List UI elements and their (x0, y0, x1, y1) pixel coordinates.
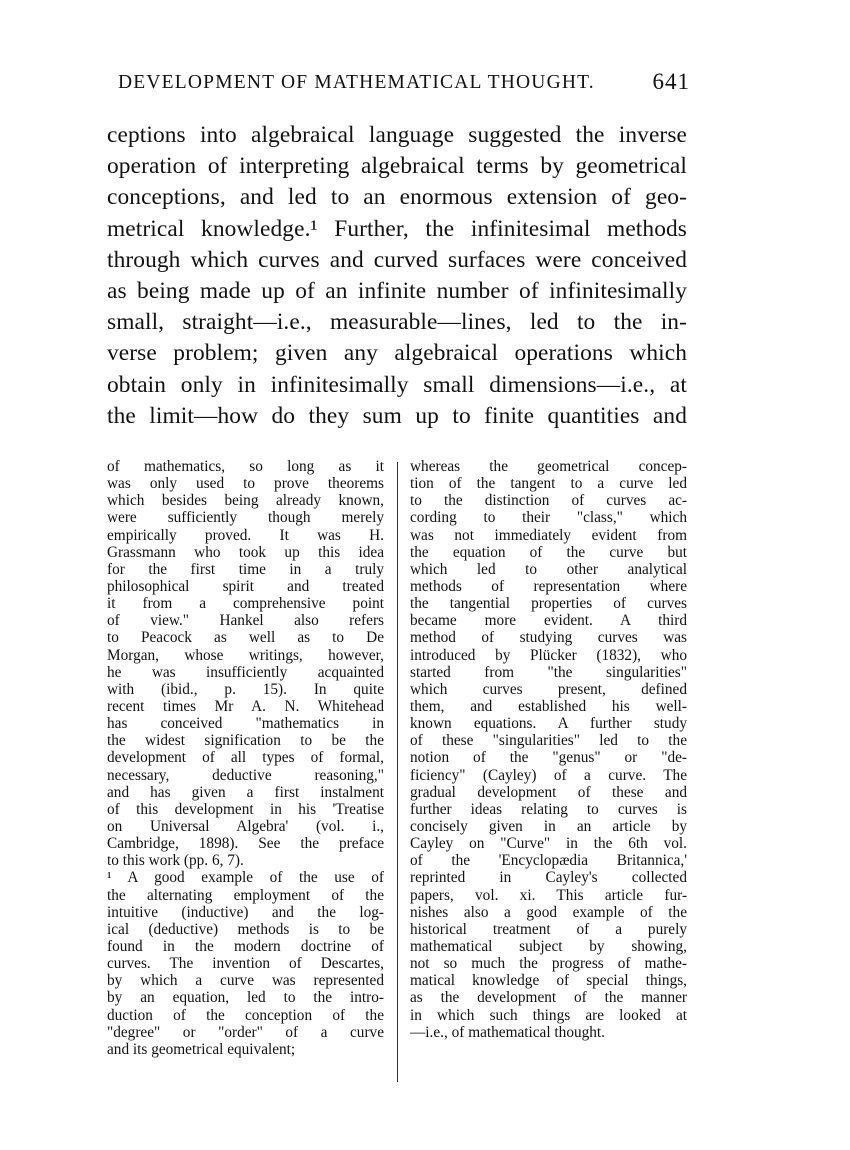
footnote-line: papers, vol. xi. This article fur- (410, 886, 687, 904)
footnote-line: nishes also a good example of the (410, 903, 687, 921)
body-line: the limit—how do they sum up to finite quantities and (107, 402, 687, 429)
body-line: obtain only in infinitesimally small dimensions—i.e., at (107, 371, 687, 398)
footnote-line: them, and established his well- (410, 697, 687, 715)
footnote-line: has conceived "mathematics in (107, 715, 384, 733)
footnote-line: for the first time in a truly (107, 560, 384, 578)
footnote-line: gradual development of these and (410, 783, 687, 801)
footnote-line: on Universal Algebra' (vol. i., (107, 817, 384, 835)
footnote-line: introduced by Plücker (1832), who (410, 646, 687, 664)
footnote-line: and its geometrical equivalent; (107, 1040, 296, 1058)
column-divider (397, 462, 398, 1082)
footnote-line: "degree" or "order" of a curve (107, 1023, 384, 1041)
footnote-line: of this development in his 'Treatise (107, 800, 384, 818)
footnote-line: was not immediately evident from (410, 526, 687, 544)
footnote-left-column (107, 458, 384, 1058)
footnote-line: concisely given in an article by (410, 817, 687, 835)
footnote-line: of view." Hankel also refers (107, 612, 384, 630)
footnote-right-column (410, 458, 687, 1041)
footnote-line: cording to their "class," which (410, 509, 687, 527)
body-line: conceptions, and led to an enormous extension of geo- (107, 184, 687, 211)
footnote-line: it from a comprehensive point (107, 595, 384, 613)
footnote-line: mathematical subject by showing, (410, 937, 687, 955)
body-line: through which curves and curved surfaces were conceived (107, 246, 687, 273)
footnote-line: recent times Mr A. N. Whitehead (107, 697, 384, 715)
footnote-line: not so much the progress of mathe- (410, 955, 687, 973)
footnote-line: was only used to prove theorems (107, 475, 384, 493)
footnote-line: ical (deductive) methods is to be (107, 920, 384, 938)
footnote-line: Grassmann who took up this idea (107, 543, 384, 561)
footnote-line: and has given a first instalment (107, 783, 384, 801)
footnote-line: as the development of the manner (410, 989, 687, 1007)
footnote-line: necessary, deductive reasoning," (107, 766, 384, 784)
footnote-line: to the distinction of curves ac- (410, 492, 687, 510)
footnote-line: ¹ A good example of the use of (107, 869, 384, 887)
body-line: ceptions into algebraical language suggested the inverse (107, 122, 687, 148)
footnote-line: reprinted in Cayley's collected (410, 869, 687, 887)
footnote-line: historical treatment of a purely (410, 920, 687, 938)
footnote-line: duction of the conception of the (107, 1006, 384, 1024)
body-line: verse problem; given any algebraical operations which (107, 340, 687, 367)
body-line: metrical knowledge.¹ Further, the infinitesimal methods (107, 215, 687, 242)
footnote-line: found in the modern doctrine of (107, 937, 384, 955)
body-line: operation of interpreting algebraical terms by geometrical (107, 153, 687, 180)
footnote-line: to this work (pp. 6, 7). (107, 852, 244, 870)
footnote-line: Morgan, whose writings, however, (107, 646, 384, 664)
footnote-line: by which a curve was represented (107, 972, 384, 990)
footnote-line: methods of representation where (410, 577, 687, 595)
footnote-line: ficiency" (Cayley) of a curve. The (410, 766, 687, 784)
footnote-line: intuitive (inductive) and the log- (107, 903, 384, 921)
footnote-line: empirically proved. It was H. (107, 526, 384, 544)
footnote-line: by an equation, led to the intro- (107, 989, 384, 1007)
footnote-line: tion of the tangent to a curve led (410, 475, 687, 493)
footnote-line: which besides being already known, (107, 492, 384, 510)
footnote-line: of mathematics, so long as it (107, 458, 384, 475)
footnote-line: further ideas relating to curves is (410, 800, 687, 818)
footnote-line: matical knowledge of special things, (410, 972, 687, 990)
footnote-line: the widest signification to be the (107, 732, 384, 750)
body-text (107, 120, 687, 432)
footnote-line: notion of the "genus" or "de- (410, 749, 687, 767)
footnote-line: the tangential properties of curves (410, 595, 687, 613)
footnote-line: with (ibid., p. 15). In quite (107, 680, 384, 698)
footnote-line: curves. The invention of Descartes, (107, 955, 384, 973)
page-number: 641 (652, 69, 690, 94)
footnote-line: known equations. A further study (410, 715, 687, 733)
footnote-line: of these "singularities" led to the (410, 732, 687, 750)
footnote-line: which led to other analytical (410, 560, 687, 578)
running-title: DEVELOPMENT OF MATHEMATICAL THOUGHT. (118, 72, 595, 93)
footnote-line: started from "the singularities" (410, 663, 687, 681)
footnote-line: Cambridge, 1898). See the preface (107, 835, 384, 853)
footnote-line: were sufficiently though merely (107, 509, 384, 527)
footnote-line: development of all types of formal, (107, 749, 384, 767)
footnote-line: became more evident. A third (410, 612, 687, 630)
footnote-line: the equation of the curve but (410, 543, 687, 561)
body-line: as being made up of an infinite number of infinitesimally (107, 277, 687, 304)
footnote-line: method of studying curves was (410, 629, 687, 647)
footnote-line: philosophical spirit and treated (107, 577, 384, 595)
footnote-line: which curves present, defined (410, 680, 687, 698)
footnote-line: he was insufficiently acquainted (107, 663, 384, 681)
body-line: small, straight—i.e., measurable—lines, led to the in- (107, 309, 687, 336)
footnote-line: the alternating employment of the (107, 886, 384, 904)
running-head (118, 69, 690, 102)
footnote-line: in which such things are looked at (410, 1006, 687, 1024)
footnote-line: whereas the geometrical concep- (410, 458, 687, 475)
footnote-line: —i.e., of mathematical thought. (410, 1023, 605, 1041)
footnote-line: of the 'Encyclopædia Britannica,' (410, 852, 687, 870)
footnote-line: Cayley on "Curve" in the 6th vol. (410, 835, 687, 853)
footnote-line: to Peacock as well as to De (107, 629, 384, 647)
